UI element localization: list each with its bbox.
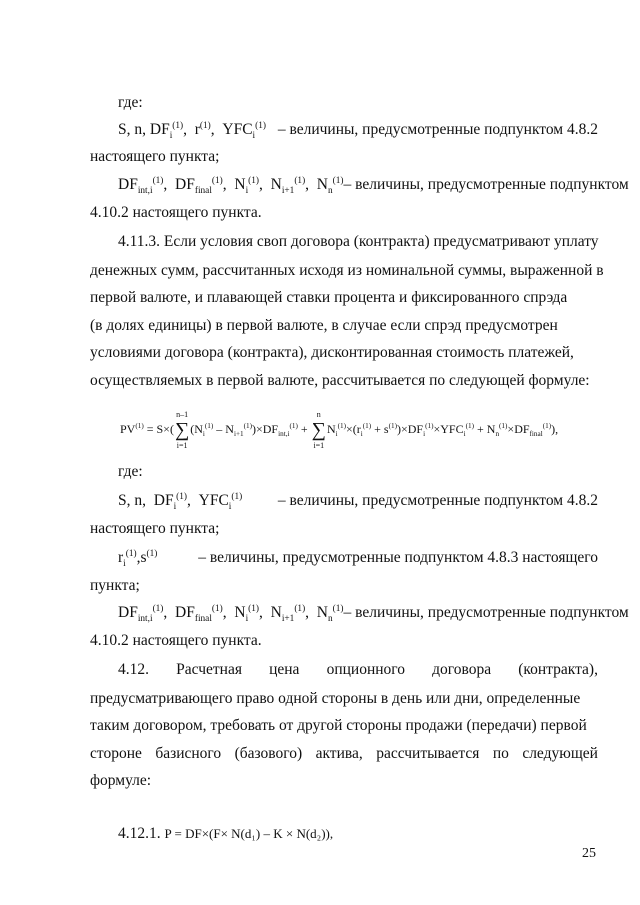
para-412-l5: формуле:	[90, 772, 152, 789]
word: базисного	[155, 745, 222, 762]
word: договора	[432, 661, 492, 678]
word: следующей	[522, 745, 598, 762]
vars-symbols-4: $r_i^{(1)},s^{(1)}$	[118, 548, 158, 570]
vars-line-3	[118, 491, 598, 511]
para-412-l2: предусматривающего право одной стороны в день или дни, определенные	[90, 690, 581, 707]
para-4113-l4: (в долях единицы) в первой валюте, в случае если спрэд предусмотрен	[90, 317, 558, 334]
word: 4.12.	[118, 661, 149, 678]
text-line: 4.10.2 настоящего пункта.	[90, 632, 262, 649]
word: по	[492, 745, 509, 762]
text-line: пункта;	[90, 577, 140, 594]
vars-desc-5: – величины, предусмотренные подпунктом	[343, 604, 629, 621]
para-4113-l5: условиями договора (контракта), дисконтированная стоимость платежей,	[90, 344, 574, 361]
vars-desc-3: – величины, предусмотренные подпунктом 4.8.2	[277, 492, 598, 509]
para-4113-l1: 4.11.3. Если условия своп договора (контракта) предусматривают уплату	[118, 233, 599, 250]
word: стороне	[90, 745, 142, 762]
vars-symbols-3: S, n, $DF_i^{(1)}$, $YFC_i^{(1)}$	[118, 491, 243, 513]
vars-symbols-1: S, n, $DF_i^{(1)}$, $r^{(1)}$, $YFC_i^{(1)}$	[118, 120, 266, 142]
p-formula: P = DF×(F× N(d₁) – K × N(d₂)),	[164, 826, 334, 841]
vars-symbols-5: $DF_{int,i}^{(1)}$, $DF_{final}^{(1)}$, $N_i^{(1)}$, $N_{i+1}^{(1)}$, $N_n^{(1)}$	[118, 603, 344, 625]
word: актива,	[315, 745, 363, 762]
para-412-l4	[90, 744, 598, 764]
vars-line-1	[118, 120, 598, 140]
word: Расчетная	[176, 661, 242, 678]
vars-desc-4: – величины, предусмотренные подпунктом 4.8.3 настоящего	[198, 549, 598, 566]
vars-symbols-2: $DF_{int,i}^{(1)}$, $DF_{final}^{(1)}$, $N_i^{(1)}$, $N_{i+1}^{(1)}$, $N_n^{(1)}$	[118, 175, 344, 197]
vars-line-2	[118, 175, 629, 197]
para-4121	[118, 824, 598, 844]
vars-desc-2: – величины, предусмотренные подпунктом	[343, 176, 629, 193]
para-412-l1	[118, 660, 598, 680]
word: цена	[269, 661, 300, 678]
where-label-2: где:	[118, 463, 143, 480]
para-412-l3: таким договором, требовать от другой стороны продажи (передачи) первой	[90, 717, 587, 734]
para-4121-label: 4.12.1.	[118, 825, 161, 842]
page-number: 25	[582, 846, 596, 861]
word: (контракта),	[518, 661, 598, 678]
pv-formula: $PV^{(1)} = S\times$( n–1 ∑ i=1 $(N_i^{(1)} - N_{i+1}^{(1)})\times DF_{int,i}^{(1)}$ + n ∑ i=1 $N_i^{(1)}\times(r_i^{(1)} + s^{(1)})\times DF_i^{(1)}\times YFC_i^{(1)} + N_n^{(1)}\times DF_{final}^{(1)}$),	[120, 410, 559, 450]
where-label-1: где:	[118, 94, 143, 111]
para-4113-l3: первой валюте, и плавающей ставки процента и фиксированного спрэда	[90, 289, 568, 306]
vars-line-5	[118, 603, 629, 625]
para-4113-l6: осуществляемых в первой валюте, рассчитывается по следующей формуле:	[90, 372, 590, 389]
text-line: настоящего пункта;	[90, 520, 220, 537]
text-line: настоящего пункта;	[90, 148, 220, 165]
para-4113-l2: денежных сумм, рассчитанных исходя из номинальной суммы, выраженной в	[90, 262, 604, 279]
vars-desc-1: – величины, предусмотренные подпунктом 4.8.2	[277, 121, 598, 138]
word: рассчитывается	[376, 745, 480, 762]
text-line: 4.10.2 настоящего пункта.	[90, 204, 262, 221]
word: (базового)	[234, 745, 303, 762]
word: опционного	[326, 661, 406, 678]
vars-line-4	[118, 548, 598, 568]
